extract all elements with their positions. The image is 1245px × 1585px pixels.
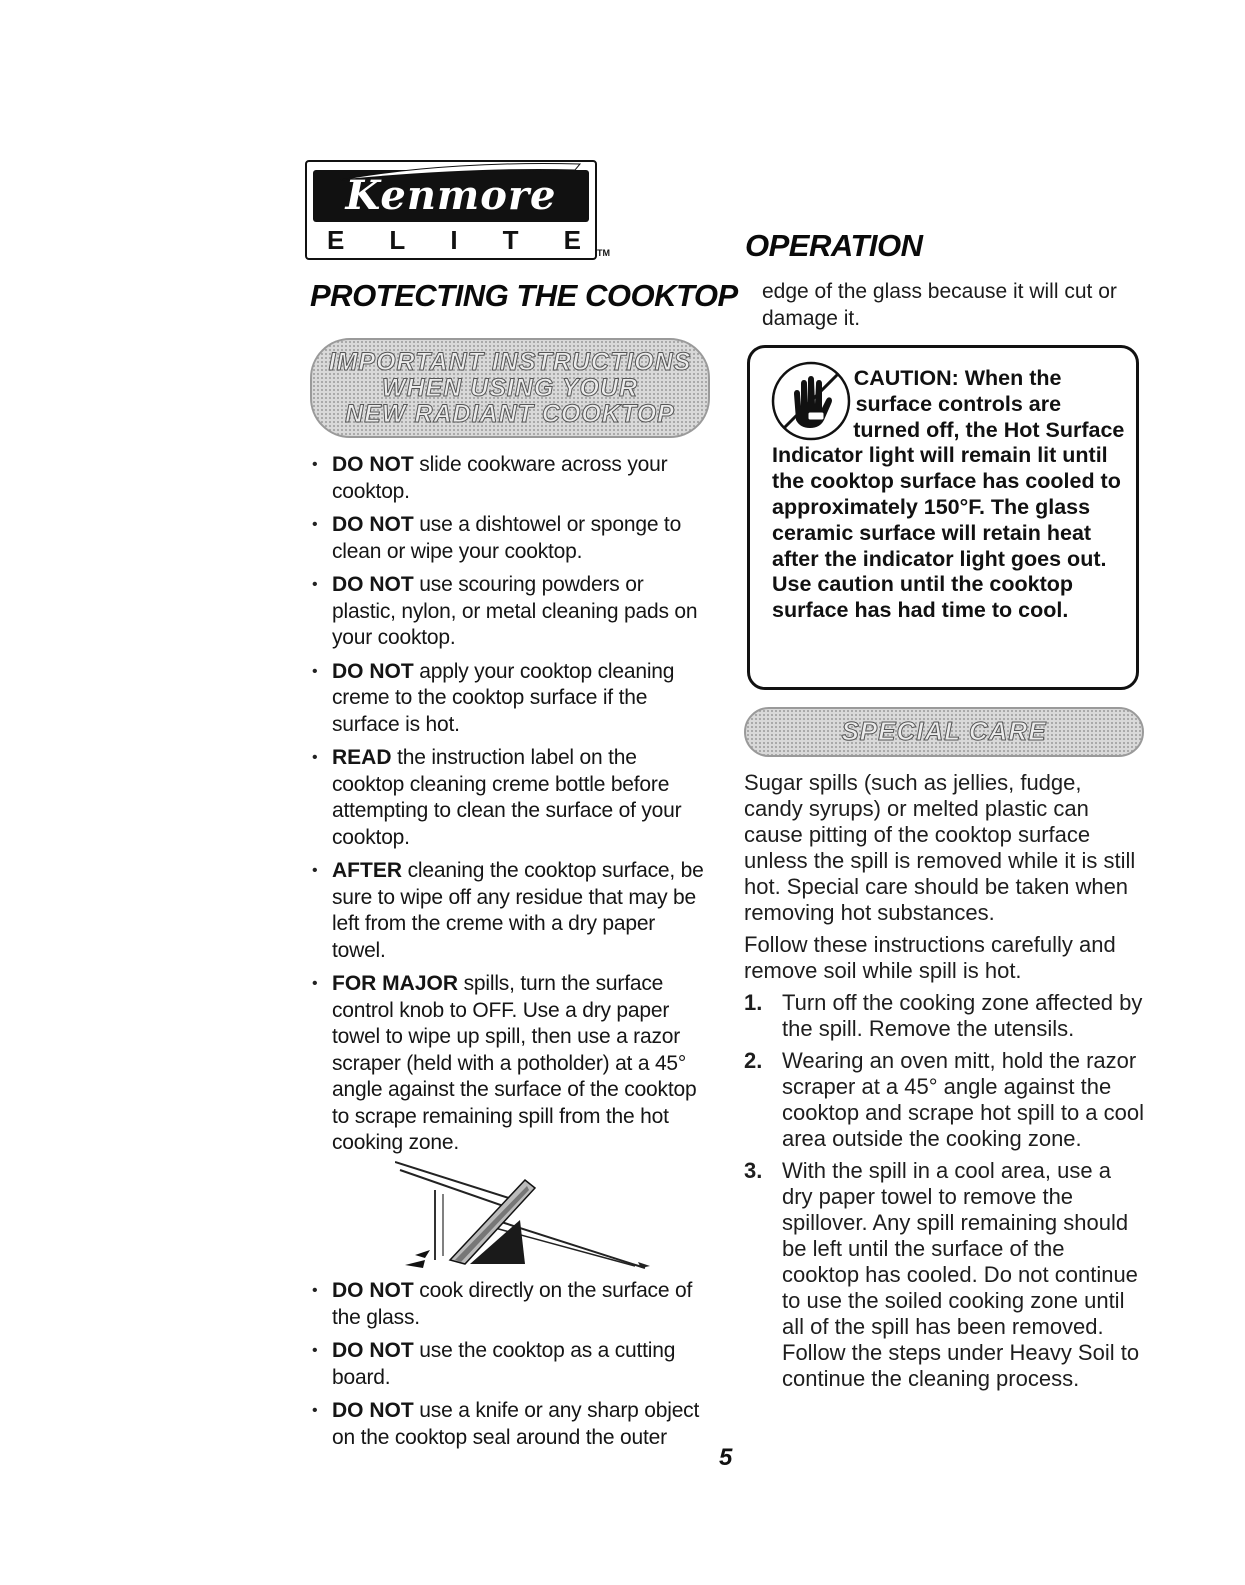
item-keyword: DO NOT [332,1399,414,1422]
step-item [744,1158,1144,1392]
logo-swoosh-icon [335,160,585,182]
razor-scraper-illustration [395,1160,655,1270]
item-text: apply your cooktop cleaning creme to the cooktop surface if the surface is hot. [332,659,675,736]
list-item [312,971,712,1157]
list-item [312,745,712,851]
item-text: cleaning the cooktop surface, be sure to wipe off any residue that may be left from the creme with a dry paper towel. [332,859,704,962]
item-keyword: READ [332,746,392,769]
list-item [312,1278,712,1331]
banner-line: NEW RADIANT COOKTOP [345,400,675,429]
important-instructions-banner [310,338,710,438]
logo-letter: I [450,225,458,255]
step-text: Wearing an oven mitt, hold the razor scraper at a 45° angle against the cooktop and scrape hot spill to a cool area outside the cooking zone. [782,1048,1145,1151]
item-keyword: DO NOT [332,513,414,536]
special-care-steps [744,990,1144,1392]
logo-letter: E [327,225,345,255]
item-text: cook directly on the surface of the glass. [332,1279,693,1329]
item-keyword: DO NOT [332,573,414,596]
logo-brand: Kenmore [313,170,589,222]
item-keyword: DO NOT [332,453,414,476]
list-item [312,858,712,964]
item-text: use the cooktop as a cutting board. [332,1339,676,1389]
logo-elite [319,224,589,256]
logo-letter: T [502,225,519,255]
logo-letter: E [563,225,581,255]
list-item [312,659,712,739]
item-text: use a dishtowel or sponge to clean or wipe your cooktop. [332,513,682,563]
item-text: slide cookware across your cooktop. [332,453,668,503]
step-number: 3. [744,1158,763,1183]
item-text: the instruction label on the cooktop cleaning creme bottle before attempting to clean the surface of your cooktop. [332,746,682,849]
step-number: 2. [744,1048,763,1073]
step-text: Turn off the cooking zone affected by the spill. Remove the utensils. [782,990,1143,1041]
banner-line: IMPORTANT INSTRUCTIONS [328,347,692,376]
logo-trademark: TM [597,248,610,258]
list-item [312,452,712,505]
special-care-banner [744,707,1144,757]
item-keyword: AFTER [332,859,402,882]
protect-list-top [312,452,712,1164]
caution-message: CAUTION: When the surface controls are turned off, the Hot Surface Indicator light will remain lit until the cooktop surface has cooled to approximately 150°F. The glass ceramic surface will retain heat after the indicator light goes out. Use caution until the cooktop surface has had time to cool. [772,366,1125,623]
list-item [312,572,712,652]
step-item [744,1048,1144,1152]
list-item [312,512,712,565]
item-keyword: DO NOT [332,659,414,683]
caution-box [747,345,1139,690]
caution-content [772,366,1132,624]
right-section-title: OPERATION [745,228,923,263]
special-care-body [744,770,1144,1398]
list-item [312,1338,712,1391]
item-keyword: DO NOT [332,1339,414,1362]
logo-letter: L [389,225,406,255]
protect-list-bottom [312,1278,712,1458]
item-text: spills, turn the surface control knob to OFF. Use a dry paper towel to wipe up spill, then use a razor scraper (held with a potholder) at a 45° angle against the surface of the cooktop to scrape remaining spill from the hot cooking zone. [332,972,697,1154]
banner-line: SPECIAL CARE [841,716,1047,747]
special-care-paragraph: Follow these instructions carefully and remove soil while spill is hot. [744,932,1116,983]
kenmore-elite-logo [305,160,610,260]
special-care-paragraph: Sugar spills (such as jellies, fudge, candy syrups) or melted plastic can cause pitting of the cooktop surface unless the spill is removed while it is still hot. Special care should be taken when removing hot substances. [744,770,1136,925]
banner-line: WHEN USING YOUR [381,373,639,402]
step-item [744,990,1144,1042]
item-keyword: DO NOT [332,1279,414,1302]
page-number: 5 [719,1444,733,1471]
item-text: use a knife or any sharp object on the cooktop seal around the outer [332,1399,700,1449]
left-section-title: PROTECTING THE COOKTOP [310,278,738,313]
hot-hand-warning-icon [770,360,852,442]
continued-text: edge of the glass because it will cut or damage it. [762,280,1117,330]
step-text: With the spill in a cool area, use a dry paper towel to remove the spillover. Any spill remaining should be left until the surface of the cooktop has cooled. Do not continue to use the soiled cooking zone until all of the spill has been removed. Follow the steps under Heavy Soil to continue the cleaning process. [782,1158,1140,1391]
step-number: 1. [744,990,763,1015]
item-keyword: FOR MAJOR [332,972,458,995]
list-item [312,1398,712,1451]
item-text: use scouring powders or plastic, nylon, or metal cleaning pads on your cooktop. [332,573,698,649]
